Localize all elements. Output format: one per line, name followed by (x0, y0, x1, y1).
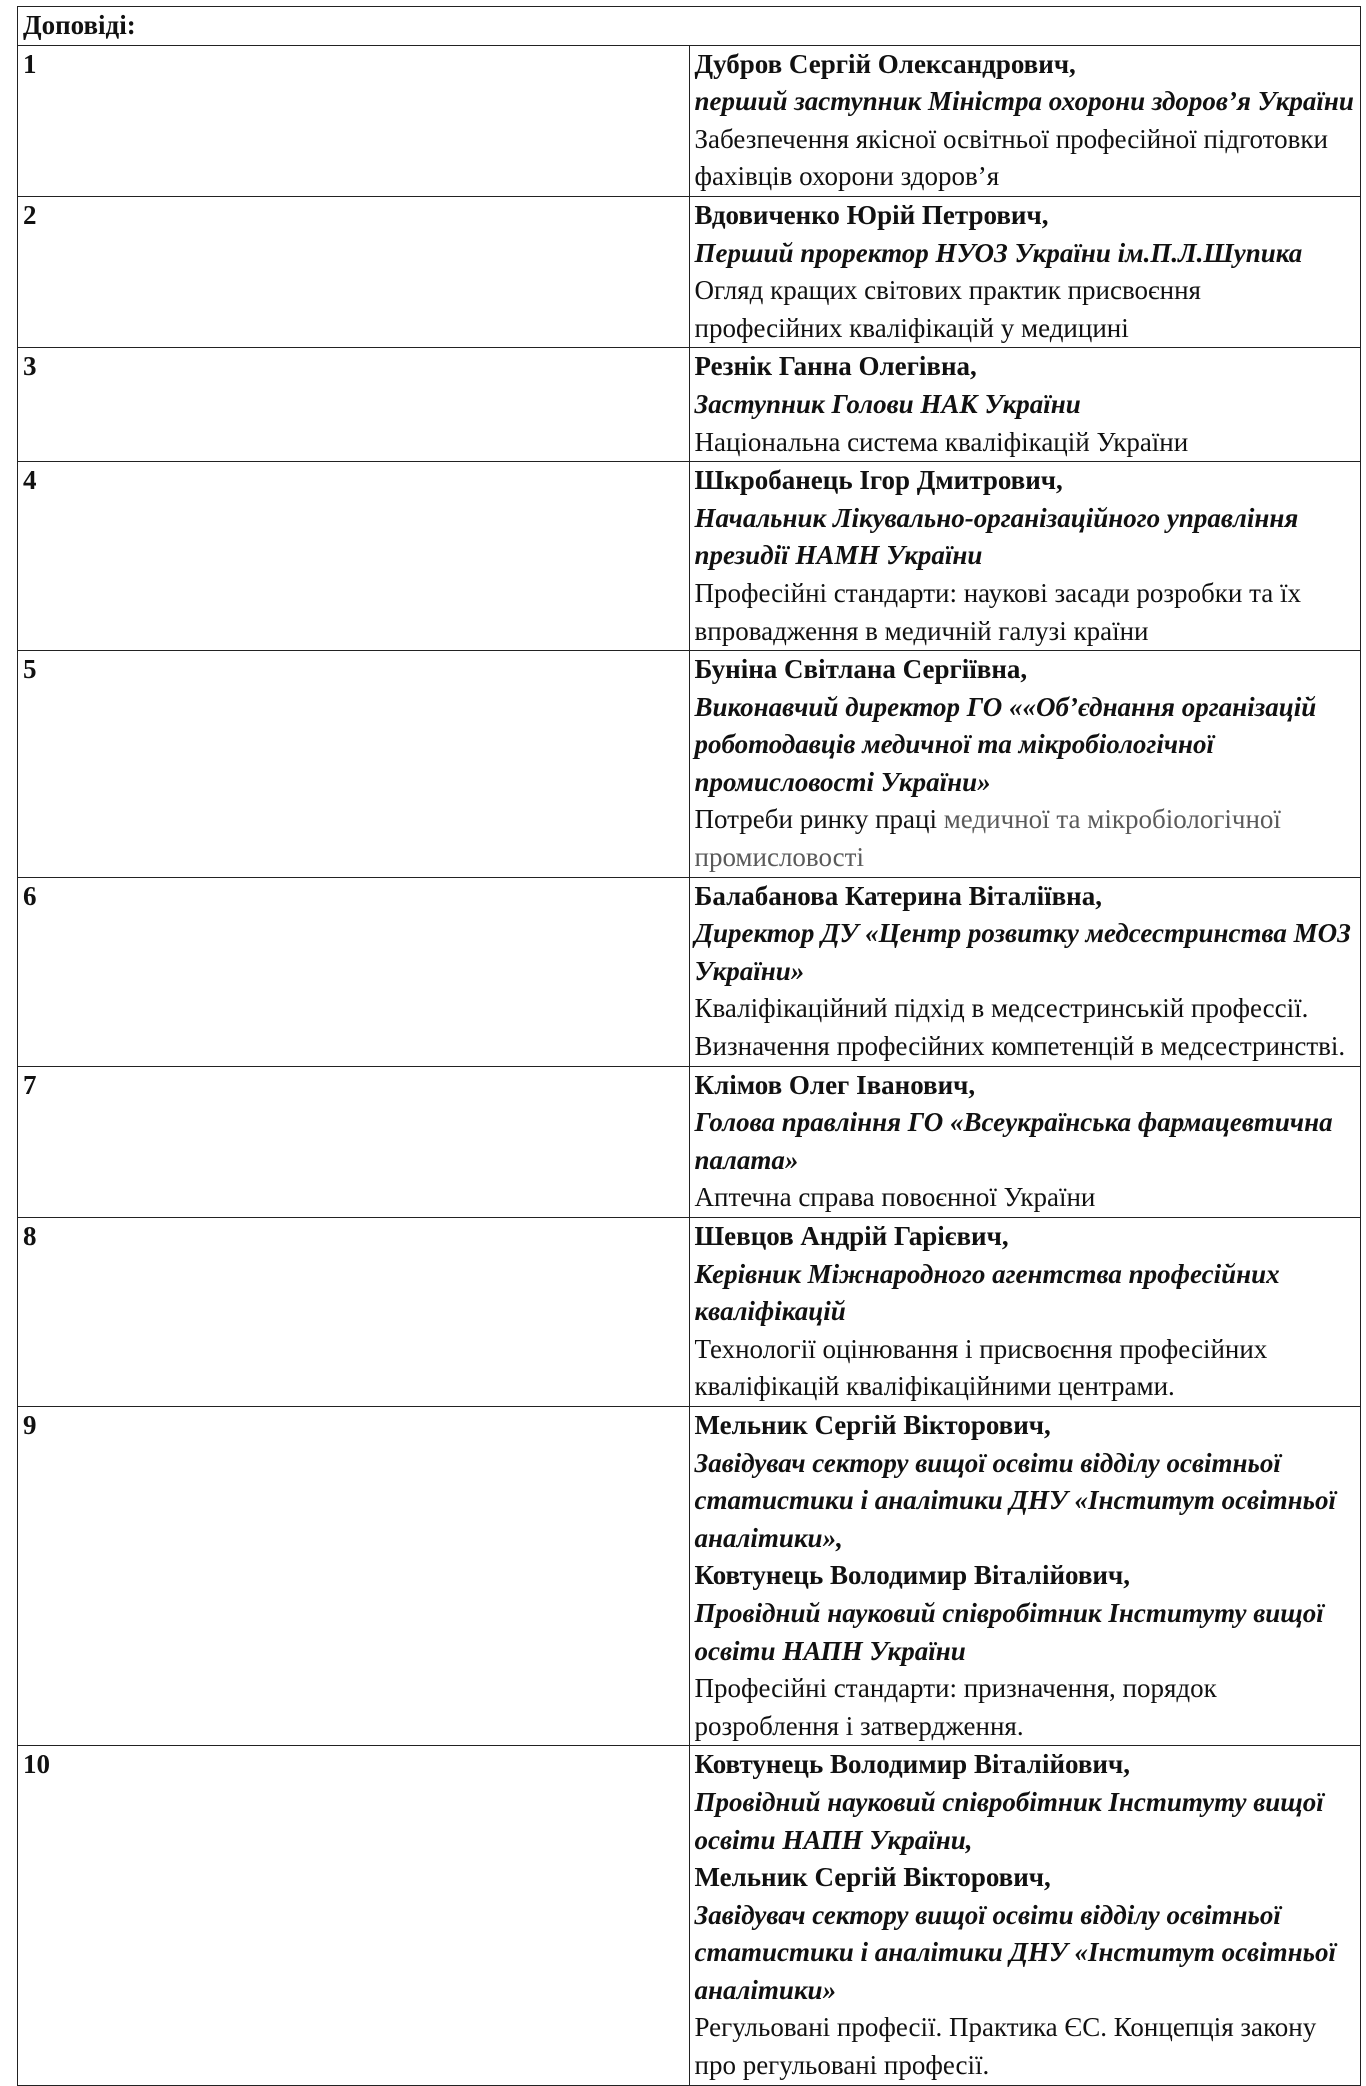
speaker-name: Вдовиченко Юрій Петрович, (694, 199, 1049, 230)
row-number: 9 (23, 1409, 37, 1440)
report-topic-text: Кваліфікаційний підхід в медсестринській профессії. Визначення професійних компетенцій в медсестринстві. (694, 993, 1346, 1062)
row-number-cell (18, 651, 690, 878)
document-page (17, 6, 1361, 2086)
report-details-cell (689, 651, 1361, 878)
report-topic (695, 1670, 1355, 1745)
report-topic-text: Професійні стандарти: наукові засади розробки та їх впровадження в медичній галузі країни (694, 577, 1301, 646)
report-details-cell (689, 877, 1361, 1066)
row-number-cell (18, 1066, 690, 1217)
table-header-row (18, 7, 1361, 46)
speaker-name: Мельник Сергій Вікторович, (694, 1862, 1051, 1893)
report-details-cell (689, 348, 1361, 462)
report-details-cell (689, 1746, 1361, 2085)
report-topic (695, 801, 1355, 876)
speaker-position: Виконавчий директор ГО ««Об’єднання організацій роботодавців медичної та мікробіологічної промисловості України» (694, 691, 1317, 797)
row-number-cell (18, 462, 690, 651)
speaker-position: Провідний науковий співробітник Інституту вищої освіти НАПН України (694, 1597, 1324, 1666)
row-number-cell (18, 348, 690, 462)
speaker-name: Шевцов Андрій Гарієвич, (694, 1221, 1009, 1251)
table-row (18, 1746, 1361, 2085)
table-row (18, 1406, 1361, 1745)
row-number: 8 (23, 1221, 37, 1251)
speaker-position: Керівник Міжнародного агентства професійних кваліфікацій (694, 1258, 1280, 1327)
table-row (18, 348, 1361, 462)
table-row (18, 45, 1361, 196)
row-number: 7 (23, 1069, 37, 1100)
report-details-cell (689, 45, 1361, 196)
row-number: 3 (23, 351, 37, 382)
report-topic-text: Технології оцінювання і присвоєння професійних кваліфікацій кваліфікаційними центрами. (694, 1333, 1268, 1402)
speaker-name: Резнік Ганна Олегівна, (694, 351, 977, 382)
speaker-name: Клімов Олег Іванович, (694, 1069, 976, 1100)
report-details-cell (689, 1406, 1361, 1745)
row-number: 4 (23, 465, 37, 496)
row-number-cell (18, 1218, 690, 1407)
report-topic-text: Аптечна справа повоєнної України (694, 1182, 1096, 1213)
speaker-position: Начальник Лікувально-організаційного управління президії НАМН України (694, 502, 1299, 571)
row-number-cell (18, 1746, 690, 2085)
speaker-name: Ковтунець Володимир Віталійович, (694, 1560, 1130, 1591)
report-topic-text: Регульовані професії. Практика ЄС. Концепція закону про регульовані професії. (694, 2012, 1317, 2081)
speaker-name: Балабанова Катерина Віталіївна, (694, 880, 1102, 911)
report-topic-text: Професійні стандарти: призначення, порядок розроблення і затвердження. (694, 1673, 1217, 1741)
speaker-position: Завідувач сектору вищої освіти відділу освітньої статистики і аналітики ДНУ «Інститут освітньої аналітики», (694, 1447, 1336, 1553)
report-details-cell (689, 462, 1361, 651)
row-number: 1 (23, 48, 37, 79)
report-topic (695, 990, 1355, 1065)
row-number-cell (18, 1406, 690, 1745)
row-number: 2 (23, 199, 37, 230)
report-topic (695, 1331, 1355, 1406)
speaker-name: Буніна Світлана Сергіївна, (694, 654, 1028, 685)
table-row (18, 196, 1361, 347)
table-header-title: Доповіді: (23, 10, 136, 40)
report-details-cell (689, 1066, 1361, 1217)
report-topic (695, 424, 1355, 462)
report-topic (695, 272, 1355, 347)
table-row (18, 462, 1361, 651)
speaker-position: Заступник Голови НАК України (694, 388, 1081, 419)
row-number-cell (18, 196, 690, 347)
speaker-position: Провідний науковий співробітник Інституту вищої освіти НАПН України, (694, 1786, 1324, 1855)
table-row (18, 877, 1361, 1066)
speaker-name: Дубров Сергій Олександрович, (694, 48, 1076, 79)
report-topic-text: Огляд кращих світових практик присвоєння професійних кваліфікацій у медицині (694, 275, 1201, 343)
table-row (18, 1066, 1361, 1217)
report-topic (695, 575, 1355, 650)
row-number: 10 (23, 1749, 50, 1780)
row-number-cell (18, 877, 690, 1066)
row-number: 5 (23, 654, 37, 685)
row-number-cell (18, 45, 690, 196)
report-topic (695, 1179, 1355, 1217)
speaker-position: перший заступник Міністра охорони здоров’я України (694, 86, 1354, 117)
speaker-position: Завідувач сектору вищої освіти відділу освітньої статистики і аналітики ДНУ «Інститут освітньої аналітики» (694, 1899, 1336, 2005)
speaker-name: Мельник Сергій Вікторович, (694, 1409, 1051, 1440)
report-topic-text: Національна система кваліфікацій України (694, 426, 1189, 457)
report-details-cell (689, 196, 1361, 347)
speaker-name: Шкробанець Ігор Дмитрович, (694, 465, 1063, 496)
report-details-cell (689, 1218, 1361, 1407)
report-topic (695, 2009, 1355, 2084)
speaker-position: Директор ДУ «Центр розвитку медсестринства МОЗ України» (694, 918, 1351, 986)
report-topic-muted-text: медичної та мікробіологічної промисловості (694, 804, 1281, 873)
reports-table-body (18, 7, 1361, 2086)
report-topic (695, 121, 1355, 196)
report-topic-text: Забезпечення якісної освітньої професійної підготовки фахівців охорони здоров’я (694, 123, 1328, 192)
table-header-cell (18, 7, 1361, 46)
table-row (18, 1218, 1361, 1407)
report-topic-text: Потреби ринку праці (694, 804, 944, 835)
table-row (18, 651, 1361, 878)
speaker-position: Голова правління ГО «Всеукраїнська фармацевтична палата» (694, 1107, 1333, 1175)
speaker-position: Перший проректор НУОЗ України ім.П.Л.Шупика (694, 237, 1303, 268)
row-number: 6 (23, 880, 37, 911)
reports-table (17, 6, 1361, 2086)
speaker-name: Ковтунець Володимир Віталійович, (694, 1749, 1130, 1780)
